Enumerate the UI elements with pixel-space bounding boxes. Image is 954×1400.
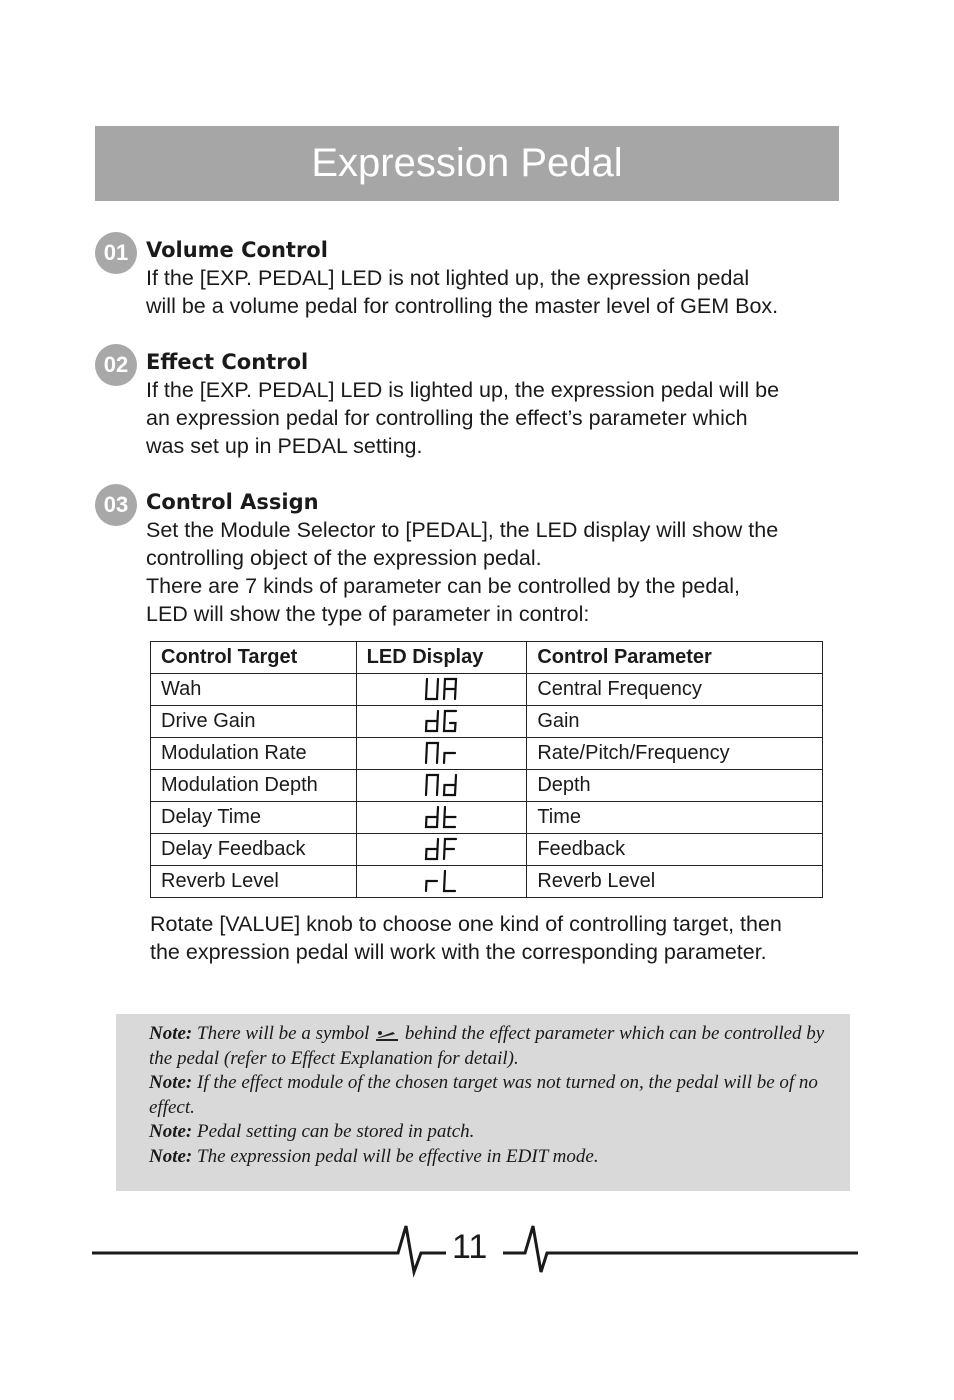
cell-control-parameter: Feedback: [527, 834, 823, 866]
cell-control-target: Drive Gain: [151, 706, 357, 738]
control-assign-table: [150, 641, 823, 898]
body-line: will be a volume pedal for controlling the master level of GEM Box.: [146, 294, 779, 318]
section-heading: Effect Control: [146, 350, 309, 374]
section-body: [146, 264, 846, 320]
body-line: controlling object of the expression pedal.: [146, 546, 542, 570]
section-effect-control: [103, 348, 846, 460]
led-rl-icon: [423, 869, 459, 895]
table-row: [151, 706, 823, 738]
section-number-badge: 02: [95, 344, 137, 386]
cell-control-parameter: Central Frequency: [527, 674, 823, 706]
table-row: [151, 866, 823, 898]
column-header-control-target: Control Target: [151, 642, 357, 674]
table-row: [151, 802, 823, 834]
section-number-badge: 01: [95, 232, 137, 274]
table-header-row: [151, 642, 823, 674]
section-heading: Control Assign: [146, 490, 319, 514]
table-row: [151, 674, 823, 706]
cell-led-display: [356, 866, 527, 898]
note-4: [149, 1145, 844, 1170]
section-number-badge: 03: [95, 484, 137, 526]
note-text: Pedal setting can be stored in patch.: [197, 1121, 475, 1142]
note-label: Note:: [149, 1072, 193, 1093]
cell-control-target: Delay Time: [151, 802, 357, 834]
note-text: There will be a symbol: [197, 1023, 370, 1044]
body-line: There are 7 kinds of parameter can be controlled by the pedal,: [146, 574, 740, 598]
body-line: the expression pedal will work with the corresponding parameter.: [150, 940, 767, 964]
notes-box: [116, 1014, 850, 1191]
notes-content: [149, 1022, 844, 1169]
section-body: [146, 376, 846, 460]
cell-led-display: [356, 770, 527, 802]
led-ua-icon: [423, 677, 459, 703]
cell-led-display: [356, 834, 527, 866]
body-line: Rotate [VALUE] knob to choose one kind of controlling target, then: [150, 912, 782, 936]
body-line: If the [EXP. PEDAL] LED is lighted up, the expression pedal will be: [146, 378, 780, 402]
cell-control-target: Wah: [151, 674, 357, 706]
section-body: [146, 516, 846, 628]
table-row: [151, 770, 823, 802]
note-3: [149, 1120, 844, 1145]
cell-control-target: Modulation Rate: [151, 738, 357, 770]
table-footnote-text: [150, 910, 850, 966]
cell-control-parameter: Rate/Pitch/Frequency: [527, 738, 823, 770]
page-number: 11: [452, 1228, 488, 1266]
cell-control-parameter: Gain: [527, 706, 823, 738]
body-line: an expression pedal for controlling the effect’s parameter which: [146, 406, 748, 430]
note-1: [149, 1022, 844, 1071]
cell-led-display: [356, 674, 527, 706]
cell-led-display: [356, 706, 527, 738]
body-line: If the [EXP. PEDAL] LED is not lighted up, the expression pedal: [146, 266, 750, 290]
cell-led-display: [356, 802, 527, 834]
section-volume-control: [103, 236, 846, 320]
note-label: Note:: [149, 1023, 193, 1044]
note-label: Note:: [149, 1145, 193, 1167]
cell-led-display: [356, 738, 527, 770]
table-row: [151, 738, 823, 770]
led-df-icon: [423, 837, 459, 863]
page-title-bar: [95, 126, 839, 201]
cell-control-target: Reverb Level: [151, 866, 357, 898]
note-2: [149, 1071, 844, 1120]
led-nr-icon: [423, 741, 459, 767]
note-text: behind the effect parameter which can be controlled by the pedal (refer to Effect Explanation for detail).: [149, 1023, 825, 1069]
body-line: Set the Module Selector to [PEDAL], the LED display will show the: [146, 518, 779, 542]
pedal-symbol-icon: [374, 1028, 400, 1042]
cell-control-parameter: Reverb Level: [527, 866, 823, 898]
section-control-assign: [103, 488, 846, 628]
page-title: Expression Pedal: [311, 141, 623, 185]
note-text: If the effect module of the chosen target was not turned on, the pedal will be of no effect.: [149, 1072, 818, 1118]
table-row: [151, 834, 823, 866]
cell-control-parameter: Time: [527, 802, 823, 834]
cell-control-target: Delay Feedback: [151, 834, 357, 866]
body-line: was set up in PEDAL setting.: [146, 434, 423, 458]
cell-control-target: Modulation Depth: [151, 770, 357, 802]
column-header-led-display: LED Display: [356, 642, 527, 674]
led-nd-icon: [423, 773, 459, 799]
cell-control-parameter: Depth: [527, 770, 823, 802]
led-dg-icon: [423, 709, 459, 735]
section-heading: Volume Control: [146, 238, 328, 262]
note-label: Note:: [149, 1121, 193, 1142]
note-text: The expression pedal will be effective in EDIT mode.: [197, 1145, 599, 1167]
body-line: LED will show the type of parameter in control:: [146, 602, 590, 626]
column-header-control-parameter: Control Parameter: [527, 642, 823, 674]
led-dt-icon: [423, 805, 459, 831]
